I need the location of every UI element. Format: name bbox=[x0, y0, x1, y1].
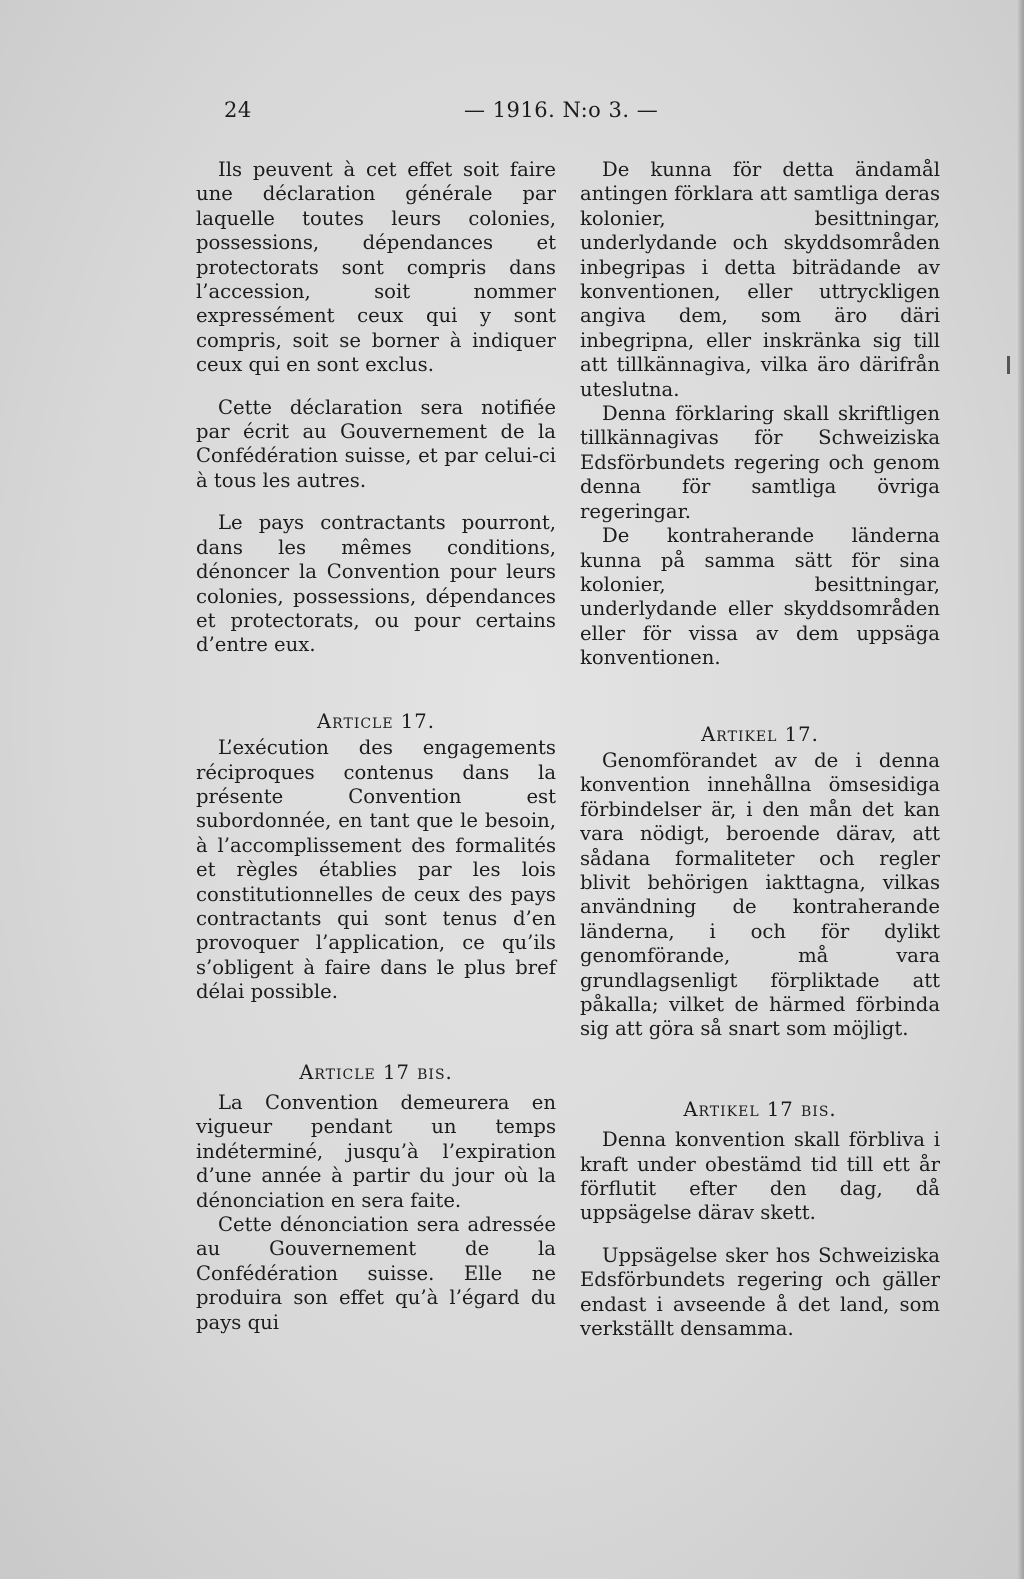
page-number: 24 bbox=[224, 98, 252, 122]
swedish-artikel-17-bis-heading: Artikel 17 bis. bbox=[683, 1097, 837, 1121]
french-paragraph-4: L’exécution des engagements réciproques contenus dans la présente Convention est subordonnée, en tant que le besoin, à l’accomplissement des formalités et règles établies par les lois constitutionnelles de ceux des pays contractants qui sont tenus d’en provoquer l’application, ce qu’ils s’obligent à faire dans le plus bref délai possible. bbox=[196, 736, 556, 1004]
french-paragraph-5: La Convention demeurera en vigueur pendant un temps indéterminé, jusqu’à l’expiration d’une année à partir du jour où la dénonciation en sera faite. bbox=[196, 1091, 556, 1212]
swedish-paragraph-1: De kunna för detta ändamål antingen förklara att samtliga deras kolonier, besittningar, underlydande och skyddsområden inbegripas i detta biträdande av konventionen, eller uttryckligen angiva dem, som äro däri inbegripna, eller inskränka sig till att tillkännagiva, vilka äro därifrån uteslutna. bbox=[580, 158, 940, 401]
swedish-paragraph-4: Genomförandet av de i denna konvention innehållna ömsesidiga förbindelser är, i den mån det kan vara nödigt, beroende därav, att sådana formaliteter och regler blivit behörigen iakttagna, vilkas användning de kontraherande länderna, i och för dylikt genomförande, må vara grundlagsenligt förpliktade att påkalla; vilket de härmed förbinda sig att göra så snart som möjligt. bbox=[580, 748, 940, 1041]
french-column bbox=[196, 158, 556, 1335]
page-header bbox=[224, 98, 804, 138]
french-paragraph-2: Cette déclaration sera notifiée par écrit au Gouvernement de la Confédération suisse, et par celui-ci à tous les autres. bbox=[196, 395, 556, 492]
running-title: — 1916. N:o 3. — bbox=[464, 98, 659, 122]
french-paragraph-3: Le pays contractants pourront, dans les mêmes conditions, dénoncer la Convention pour leurs colonies, possessions, dépendances et protectorats, ou pour certains d’entre eux. bbox=[196, 511, 556, 657]
scan-edge-shadow bbox=[1018, 0, 1024, 1579]
french-article-17-bis-heading: Article 17 bis. bbox=[299, 1060, 453, 1084]
swedish-paragraph-5: Denna konvention skall förbliva i kraft under obestämd tid till ett år förflutit efter den dag, då uppsägelse därav skett. bbox=[580, 1128, 940, 1225]
swedish-paragraph-2: Denna förklaring skall skriftligen tillkännagivas för Schweiziska Edsförbundets regering och genom denna för samtliga övriga regeringar. bbox=[580, 402, 940, 523]
french-paragraph-6: Cette dénonciation sera adressée au Gouvernement de la Confédération suisse. Elle ne produira son effet qu’à l’égard du pays qui bbox=[196, 1213, 556, 1334]
margin-mark bbox=[1007, 356, 1010, 374]
french-article-17-heading: Article 17. bbox=[317, 709, 435, 733]
swedish-paragraph-3: De kontraherande länderna kunna på samma sätt för sina kolonier, besittningar, underlydande eller skyddsområden eller för vissa av dem uppsäga konventionen. bbox=[580, 524, 940, 670]
swedish-artikel-17-heading: Artikel 17. bbox=[701, 722, 819, 746]
french-paragraph-1: Ils peuvent à cet effet soit faire une déclaration générale par laquelle toutes leurs colonies, possessions, dépendances et protectorats sont compris dans l’accession, soit nommer expressément ceux qui y sont compris, soit se borner à indiquer ceux qui en sont exclus. bbox=[196, 158, 556, 377]
swedish-paragraph-6: Uppsägelse sker hos Schweiziska Edsförbundets regering och gäller endast i avseende å det land, som verkställt densamma. bbox=[580, 1243, 940, 1341]
swedish-column bbox=[580, 158, 940, 1341]
